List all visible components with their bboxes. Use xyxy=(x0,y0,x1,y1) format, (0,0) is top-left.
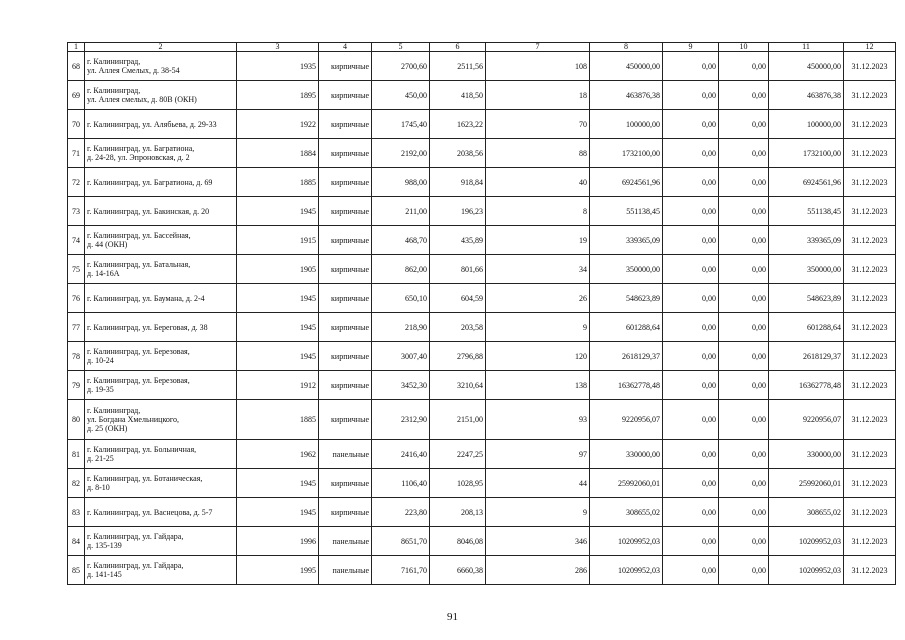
cost-col9-cell: 0,00 xyxy=(663,440,719,469)
total-area-cell: 468,70 xyxy=(372,226,430,255)
deadline-cell: 31.12.2023 xyxy=(844,400,896,440)
residents-cell: 286 xyxy=(486,556,590,585)
year-cell: 1905 xyxy=(237,255,319,284)
address-line: д. 14-16А xyxy=(87,269,120,278)
deadline-cell: 31.12.2023 xyxy=(844,498,896,527)
cost-col11-cell: 9220956,07 xyxy=(769,400,844,440)
address-cell xyxy=(85,469,237,498)
cost-col10-cell: 0,00 xyxy=(719,255,769,284)
living-area-cell: 2511,56 xyxy=(430,52,486,81)
year-cell: 1945 xyxy=(237,498,319,527)
total-cost-cell: 551138,45 xyxy=(590,197,663,226)
table-row xyxy=(68,255,896,284)
address-cell xyxy=(85,342,237,371)
living-area-cell: 6660,38 xyxy=(430,556,486,585)
column-header-7: 7 xyxy=(486,43,590,52)
cost-col10-cell: 0,00 xyxy=(719,556,769,585)
total-area-cell: 862,00 xyxy=(372,255,430,284)
address-line: г. Калининград, ул. Гайдара, xyxy=(87,561,184,570)
cost-col11-cell: 551138,45 xyxy=(769,197,844,226)
total-cost-cell: 463876,38 xyxy=(590,81,663,110)
cost-col10-cell: 0,00 xyxy=(719,400,769,440)
year-cell: 1996 xyxy=(237,527,319,556)
living-area-cell: 435,89 xyxy=(430,226,486,255)
year-cell: 1945 xyxy=(237,342,319,371)
residents-cell: 108 xyxy=(486,52,590,81)
deadline-cell: 31.12.2023 xyxy=(844,556,896,585)
address-line: г. Калининград, ул. Гайдара, xyxy=(87,532,184,541)
cost-col9-cell: 0,00 xyxy=(663,81,719,110)
wall-material-cell: кирпичные xyxy=(319,110,372,139)
address-cell xyxy=(85,255,237,284)
page-number: 91 xyxy=(447,611,458,623)
address-line: г. Калининград, xyxy=(87,86,141,95)
year-cell: 1922 xyxy=(237,110,319,139)
address-line: г. Калининград, ул. Березовая, xyxy=(87,347,190,356)
address-cell xyxy=(85,139,237,168)
deadline-cell: 31.12.2023 xyxy=(844,197,896,226)
row-number: 78 xyxy=(68,342,85,371)
table-row xyxy=(68,527,896,556)
row-number: 72 xyxy=(68,168,85,197)
cost-col11-cell: 339365,09 xyxy=(769,226,844,255)
row-number: 68 xyxy=(68,52,85,81)
cost-col10-cell: 0,00 xyxy=(719,197,769,226)
address-line: ул. Богдана Хмельницкого, xyxy=(87,415,180,424)
total-cost-cell: 330000,00 xyxy=(590,440,663,469)
residents-cell: 34 xyxy=(486,255,590,284)
deadline-cell: 31.12.2023 xyxy=(844,226,896,255)
cost-col10-cell: 0,00 xyxy=(719,313,769,342)
column-header-1: 1 xyxy=(68,43,85,52)
row-number: 84 xyxy=(68,527,85,556)
cost-col10-cell: 0,00 xyxy=(719,284,769,313)
table-row xyxy=(68,139,896,168)
cost-col11-cell: 463876,38 xyxy=(769,81,844,110)
year-cell: 1884 xyxy=(237,139,319,168)
total-area-cell: 2700,60 xyxy=(372,52,430,81)
cost-col9-cell: 0,00 xyxy=(663,556,719,585)
column-header-3: 3 xyxy=(237,43,319,52)
deadline-cell: 31.12.2023 xyxy=(844,139,896,168)
address-line: д. 8-10 xyxy=(87,483,110,492)
total-area-cell: 1106,40 xyxy=(372,469,430,498)
total-area-cell: 3007,40 xyxy=(372,342,430,371)
row-number: 85 xyxy=(68,556,85,585)
address-line: г. Калининград, ул. Алябьева, д. 29-33 xyxy=(87,119,217,129)
row-number: 81 xyxy=(68,440,85,469)
table-body xyxy=(68,52,896,585)
address-line: г. Калининград, ул. Баумана, д. 2-4 xyxy=(87,293,205,303)
deadline-cell: 31.12.2023 xyxy=(844,168,896,197)
cost-col11-cell: 601288,64 xyxy=(769,313,844,342)
total-cost-cell: 6924561,96 xyxy=(590,168,663,197)
total-cost-cell: 10209952,03 xyxy=(590,527,663,556)
table-row xyxy=(68,556,896,585)
row-number: 77 xyxy=(68,313,85,342)
address-cell xyxy=(85,226,237,255)
cost-col11-cell: 330000,00 xyxy=(769,440,844,469)
deadline-cell: 31.12.2023 xyxy=(844,313,896,342)
wall-material-cell: кирпичные xyxy=(319,139,372,168)
living-area-cell: 801,66 xyxy=(430,255,486,284)
cost-col9-cell: 0,00 xyxy=(663,400,719,440)
year-cell: 1885 xyxy=(237,168,319,197)
living-area-cell: 2151,00 xyxy=(430,400,486,440)
total-area-cell: 211,00 xyxy=(372,197,430,226)
row-number: 70 xyxy=(68,110,85,139)
total-cost-cell: 10209952,03 xyxy=(590,556,663,585)
cost-col9-cell: 0,00 xyxy=(663,498,719,527)
deadline-cell: 31.12.2023 xyxy=(844,284,896,313)
total-area-cell: 450,00 xyxy=(372,81,430,110)
total-cost-cell: 350000,00 xyxy=(590,255,663,284)
total-area-cell: 988,00 xyxy=(372,168,430,197)
address-line: г. Калининград, ул. Багратиона, xyxy=(87,144,195,153)
table-row xyxy=(68,342,896,371)
residents-cell: 26 xyxy=(486,284,590,313)
living-area-cell: 2796,88 xyxy=(430,342,486,371)
cost-col10-cell: 0,00 xyxy=(719,342,769,371)
residents-cell: 93 xyxy=(486,400,590,440)
cost-col11-cell: 450000,00 xyxy=(769,52,844,81)
cost-col11-cell: 308655,02 xyxy=(769,498,844,527)
cost-col9-cell: 0,00 xyxy=(663,197,719,226)
total-cost-cell: 9220956,07 xyxy=(590,400,663,440)
table-row xyxy=(68,81,896,110)
residents-cell: 9 xyxy=(486,498,590,527)
address-line: г. Калининград, ул. Бассейная, xyxy=(87,231,191,240)
table-row xyxy=(68,313,896,342)
total-area-cell: 7161,70 xyxy=(372,556,430,585)
table-row xyxy=(68,400,896,440)
table-row xyxy=(68,371,896,400)
address-line: ул. Аллея Смелых, д. 38-54 xyxy=(87,66,180,75)
wall-material-cell: кирпичные xyxy=(319,168,372,197)
residents-cell: 8 xyxy=(486,197,590,226)
wall-material-cell: кирпичные xyxy=(319,342,372,371)
total-cost-cell: 16362778,48 xyxy=(590,371,663,400)
total-area-cell: 1745,40 xyxy=(372,110,430,139)
living-area-cell: 918,84 xyxy=(430,168,486,197)
column-header-2: 2 xyxy=(85,43,237,52)
cost-col11-cell: 548623,89 xyxy=(769,284,844,313)
year-cell: 1945 xyxy=(237,197,319,226)
total-area-cell: 2416,40 xyxy=(372,440,430,469)
row-number: 83 xyxy=(68,498,85,527)
cost-col9-cell: 0,00 xyxy=(663,110,719,139)
address-cell xyxy=(85,440,237,469)
living-area-cell: 2247,25 xyxy=(430,440,486,469)
total-area-cell: 8651,70 xyxy=(372,527,430,556)
residents-cell: 346 xyxy=(486,527,590,556)
total-cost-cell: 548623,89 xyxy=(590,284,663,313)
row-number: 79 xyxy=(68,371,85,400)
deadline-cell: 31.12.2023 xyxy=(844,52,896,81)
deadline-cell: 31.12.2023 xyxy=(844,440,896,469)
cost-col10-cell: 0,00 xyxy=(719,110,769,139)
address-cell xyxy=(85,168,237,197)
residents-cell: 9 xyxy=(486,313,590,342)
address-line: д. 44 (ОКН) xyxy=(87,240,128,249)
living-area-cell: 1623,22 xyxy=(430,110,486,139)
wall-material-cell: кирпичные xyxy=(319,284,372,313)
cost-col10-cell: 0,00 xyxy=(719,226,769,255)
cost-col11-cell: 350000,00 xyxy=(769,255,844,284)
total-cost-cell: 2618129,37 xyxy=(590,342,663,371)
table-row xyxy=(68,284,896,313)
address-cell xyxy=(85,52,237,81)
residents-cell: 120 xyxy=(486,342,590,371)
column-header-4: 4 xyxy=(319,43,372,52)
cost-col10-cell: 0,00 xyxy=(719,168,769,197)
wall-material-cell: кирпичные xyxy=(319,255,372,284)
cost-col11-cell: 16362778,48 xyxy=(769,371,844,400)
total-cost-cell: 450000,00 xyxy=(590,52,663,81)
deadline-cell: 31.12.2023 xyxy=(844,342,896,371)
year-cell: 1915 xyxy=(237,226,319,255)
total-area-cell: 223,80 xyxy=(372,498,430,527)
residents-cell: 138 xyxy=(486,371,590,400)
address-cell xyxy=(85,400,237,440)
year-cell: 1912 xyxy=(237,371,319,400)
address-cell xyxy=(85,81,237,110)
cost-col11-cell: 25992060,01 xyxy=(769,469,844,498)
address-line: г. Калининград, ул. Больничная, xyxy=(87,445,197,454)
residents-cell: 40 xyxy=(486,168,590,197)
cost-col11-cell: 2618129,37 xyxy=(769,342,844,371)
total-cost-cell: 601288,64 xyxy=(590,313,663,342)
address-cell xyxy=(85,284,237,313)
address-line: г. Калининград, ул. Бакинская, д. 20 xyxy=(87,206,210,216)
row-number: 74 xyxy=(68,226,85,255)
address-line: д. 24-28, ул. Эпроновская, д. 2 xyxy=(87,153,190,162)
wall-material-cell: панельные xyxy=(319,527,372,556)
wall-material-cell: кирпичные xyxy=(319,498,372,527)
column-header-11: 11 xyxy=(769,43,844,52)
cost-col9-cell: 0,00 xyxy=(663,168,719,197)
cost-col10-cell: 0,00 xyxy=(719,371,769,400)
deadline-cell: 31.12.2023 xyxy=(844,527,896,556)
column-number-row xyxy=(68,43,896,52)
cost-col9-cell: 0,00 xyxy=(663,342,719,371)
column-header-6: 6 xyxy=(430,43,486,52)
deadline-cell: 31.12.2023 xyxy=(844,81,896,110)
address-cell xyxy=(85,371,237,400)
address-line: д. 10-24 xyxy=(87,356,114,365)
wall-material-cell: кирпичные xyxy=(319,197,372,226)
address-line: г. Калининград, ул. Ботаническая, xyxy=(87,474,203,483)
row-number: 80 xyxy=(68,400,85,440)
year-cell: 1885 xyxy=(237,400,319,440)
wall-material-cell: панельные xyxy=(319,556,372,585)
table-row xyxy=(68,440,896,469)
address-line: г. Калининград, xyxy=(87,406,141,415)
residents-cell: 18 xyxy=(486,81,590,110)
cost-col11-cell: 10209952,03 xyxy=(769,527,844,556)
row-number: 82 xyxy=(68,469,85,498)
address-line: г. Калининград, ул. Васнецова, д. 5-7 xyxy=(87,507,213,517)
address-line: д. 19-35 xyxy=(87,385,114,394)
cost-col11-cell: 1732100,00 xyxy=(769,139,844,168)
total-area-cell: 218,90 xyxy=(372,313,430,342)
cost-col10-cell: 0,00 xyxy=(719,440,769,469)
cost-col10-cell: 0,00 xyxy=(719,52,769,81)
total-cost-cell: 1732100,00 xyxy=(590,139,663,168)
total-cost-cell: 25992060,01 xyxy=(590,469,663,498)
year-cell: 1945 xyxy=(237,313,319,342)
cost-col9-cell: 0,00 xyxy=(663,469,719,498)
residents-cell: 44 xyxy=(486,469,590,498)
row-number: 73 xyxy=(68,197,85,226)
wall-material-cell: кирпичные xyxy=(319,469,372,498)
address-line: г. Калининград, ул. Батальная, xyxy=(87,260,191,269)
column-header-10: 10 xyxy=(719,43,769,52)
cost-col9-cell: 0,00 xyxy=(663,226,719,255)
column-header-9: 9 xyxy=(663,43,719,52)
cost-col10-cell: 0,00 xyxy=(719,139,769,168)
row-number: 75 xyxy=(68,255,85,284)
cost-col9-cell: 0,00 xyxy=(663,255,719,284)
cost-col10-cell: 0,00 xyxy=(719,469,769,498)
address-cell xyxy=(85,556,237,585)
table-row xyxy=(68,226,896,255)
wall-material-cell: кирпичные xyxy=(319,226,372,255)
living-area-cell: 3210,64 xyxy=(430,371,486,400)
living-area-cell: 418,50 xyxy=(430,81,486,110)
living-area-cell: 2038,56 xyxy=(430,139,486,168)
cost-col9-cell: 0,00 xyxy=(663,52,719,81)
cost-col9-cell: 0,00 xyxy=(663,139,719,168)
living-area-cell: 8046,08 xyxy=(430,527,486,556)
address-cell xyxy=(85,527,237,556)
year-cell: 1945 xyxy=(237,284,319,313)
wall-material-cell: кирпичные xyxy=(319,313,372,342)
address-line: д. 141-145 xyxy=(87,570,122,579)
address-cell xyxy=(85,197,237,226)
total-area-cell: 2192,00 xyxy=(372,139,430,168)
column-header-5: 5 xyxy=(372,43,430,52)
cost-col9-cell: 0,00 xyxy=(663,527,719,556)
wall-material-cell: кирпичные xyxy=(319,52,372,81)
cost-col10-cell: 0,00 xyxy=(719,498,769,527)
address-line: д. 25 (ОКН) xyxy=(87,424,128,433)
cost-col11-cell: 6924561,96 xyxy=(769,168,844,197)
table-row xyxy=(68,469,896,498)
cost-col9-cell: 0,00 xyxy=(663,371,719,400)
deadline-cell: 31.12.2023 xyxy=(844,255,896,284)
address-line: д. 135-139 xyxy=(87,541,122,550)
deadline-cell: 31.12.2023 xyxy=(844,110,896,139)
cost-col10-cell: 0,00 xyxy=(719,81,769,110)
address-line: г. Калининград, ул. Багратиона, д. 69 xyxy=(87,177,213,187)
address-line: ул. Аллея смелых, д. 80В (ОКН) xyxy=(87,95,197,104)
row-number: 76 xyxy=(68,284,85,313)
cost-col11-cell: 100000,00 xyxy=(769,110,844,139)
year-cell: 1962 xyxy=(237,440,319,469)
cost-col10-cell: 0,00 xyxy=(719,527,769,556)
address-cell xyxy=(85,313,237,342)
table-row xyxy=(68,168,896,197)
residents-cell: 88 xyxy=(486,139,590,168)
living-area-cell: 1028,95 xyxy=(430,469,486,498)
total-cost-cell: 339365,09 xyxy=(590,226,663,255)
address-cell xyxy=(85,498,237,527)
wall-material-cell: кирпичные xyxy=(319,81,372,110)
living-area-cell: 196,23 xyxy=(430,197,486,226)
residents-cell: 97 xyxy=(486,440,590,469)
total-area-cell: 650,10 xyxy=(372,284,430,313)
cost-col9-cell: 0,00 xyxy=(663,284,719,313)
table-row xyxy=(68,110,896,139)
deadline-cell: 31.12.2023 xyxy=(844,371,896,400)
row-number: 71 xyxy=(68,139,85,168)
residents-cell: 70 xyxy=(486,110,590,139)
deadline-cell: 31.12.2023 xyxy=(844,469,896,498)
wall-material-cell: панельные xyxy=(319,440,372,469)
year-cell: 1935 xyxy=(237,52,319,81)
table-row xyxy=(68,52,896,81)
register-table xyxy=(67,42,896,585)
year-cell: 1895 xyxy=(237,81,319,110)
row-number: 69 xyxy=(68,81,85,110)
living-area-cell: 208,13 xyxy=(430,498,486,527)
table-row xyxy=(68,197,896,226)
cost-col11-cell: 10209952,03 xyxy=(769,556,844,585)
table-row xyxy=(68,498,896,527)
address-line: г. Калининград, xyxy=(87,57,141,66)
address-cell xyxy=(85,110,237,139)
address-line: г. Калининград, ул. Береговая, д. 38 xyxy=(87,322,208,332)
address-line: г. Калининград, ул. Березовая, xyxy=(87,376,190,385)
wall-material-cell: кирпичные xyxy=(319,400,372,440)
total-area-cell: 2312,90 xyxy=(372,400,430,440)
living-area-cell: 604,59 xyxy=(430,284,486,313)
total-cost-cell: 308655,02 xyxy=(590,498,663,527)
column-header-8: 8 xyxy=(590,43,663,52)
residents-cell: 19 xyxy=(486,226,590,255)
year-cell: 1945 xyxy=(237,469,319,498)
year-cell: 1995 xyxy=(237,556,319,585)
address-line: д. 21-25 xyxy=(87,454,114,463)
living-area-cell: 203,58 xyxy=(430,313,486,342)
total-cost-cell: 100000,00 xyxy=(590,110,663,139)
wall-material-cell: кирпичные xyxy=(319,371,372,400)
total-area-cell: 3452,30 xyxy=(372,371,430,400)
column-header-12: 12 xyxy=(844,43,896,52)
cost-col9-cell: 0,00 xyxy=(663,313,719,342)
